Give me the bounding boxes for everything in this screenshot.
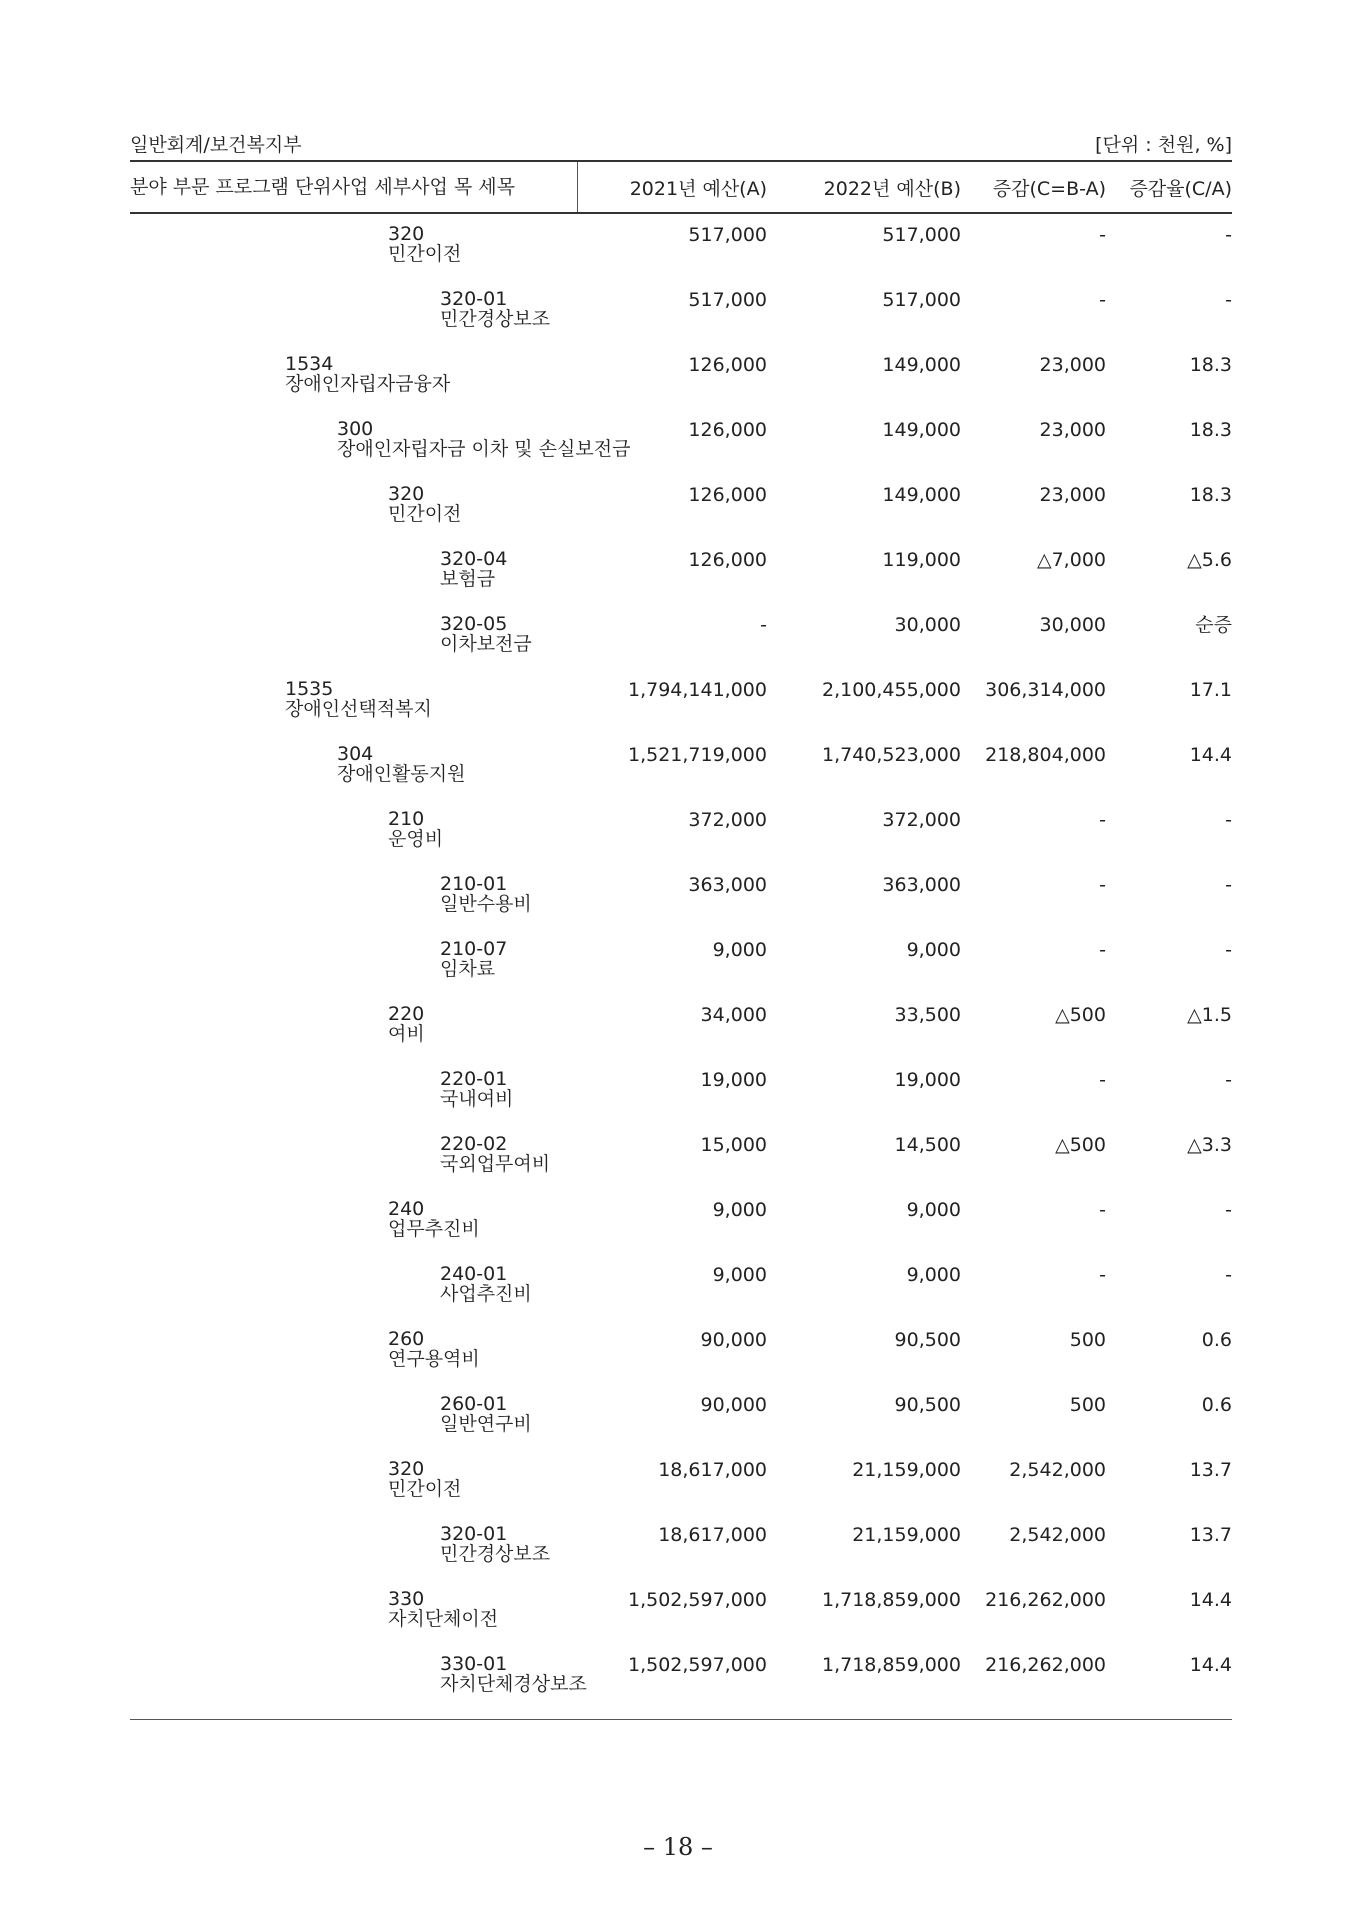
row-label — [440, 289, 550, 329]
row-values — [578, 419, 1232, 441]
table-body — [130, 214, 1232, 1715]
budget-2022-cell: 1,718,859,000 — [821, 1589, 961, 1611]
budget-2022-cell: 372,000 — [882, 809, 961, 831]
column-header-category: 분야 부문 프로그램 단위사업 세부사업 목 세목 — [130, 162, 578, 212]
budget-2022-cell: 14,500 — [894, 1134, 961, 1156]
change-cell: 500 — [1069, 1394, 1106, 1416]
item-name: 민간경상보조 — [440, 1543, 551, 1565]
row-label — [440, 549, 507, 589]
change-cell: 30,000 — [1039, 614, 1106, 636]
row-label — [440, 1524, 550, 1564]
budget-2021-cell: 90,000 — [700, 1394, 767, 1416]
rate-cell: - — [1225, 939, 1232, 961]
rate-cell: 14.4 — [1189, 744, 1232, 766]
change-cell: △500 — [1055, 1004, 1106, 1026]
budget-2021-cell: 9,000 — [712, 1264, 767, 1286]
row-values — [578, 1329, 1232, 1351]
change-cell: - — [1099, 1069, 1106, 1091]
change-cell: 23,000 — [1039, 484, 1106, 506]
row-values — [578, 1654, 1232, 1676]
change-cell: 216,262,000 — [985, 1589, 1106, 1611]
item-code: 320 — [388, 483, 425, 505]
change-cell: 23,000 — [1039, 419, 1106, 441]
item-name: 국외업무여비 — [440, 1153, 551, 1175]
table-row — [130, 1130, 1232, 1195]
budget-2021-cell: 9,000 — [712, 1199, 767, 1221]
row-values — [578, 1264, 1232, 1286]
budget-2021-cell: 126,000 — [688, 484, 767, 506]
table-row — [130, 1260, 1232, 1325]
change-cell: - — [1099, 874, 1106, 896]
row-values — [578, 1394, 1232, 1416]
item-name: 민간이전 — [388, 243, 462, 265]
change-cell: - — [1099, 939, 1106, 961]
item-code: 320-01 — [440, 288, 508, 310]
table-header — [130, 160, 1232, 214]
rate-cell: 17.1 — [1189, 679, 1232, 701]
item-code: 320 — [388, 1458, 425, 1480]
item-name: 여비 — [388, 1023, 425, 1045]
item-name: 연구용역비 — [388, 1348, 480, 1370]
table-row — [130, 1390, 1232, 1455]
rate-cell: - — [1225, 289, 1232, 311]
budget-2021-cell: 19,000 — [700, 1069, 767, 1091]
row-values — [578, 549, 1232, 571]
table-row — [130, 350, 1232, 415]
item-code: 210-07 — [440, 938, 508, 960]
rate-cell: 18.3 — [1189, 484, 1232, 506]
change-cell: 306,314,000 — [985, 679, 1106, 701]
row-values — [578, 1459, 1232, 1481]
row-values — [578, 874, 1232, 896]
row-values — [578, 809, 1232, 831]
row-label — [440, 1654, 587, 1694]
row-values — [578, 1199, 1232, 1221]
column-header-change: 증감(C=B-A) — [992, 177, 1106, 200]
change-cell: △500 — [1055, 1134, 1106, 1156]
row-label — [285, 679, 432, 719]
change-cell: 2,542,000 — [1009, 1524, 1106, 1546]
item-code: 220 — [388, 1003, 425, 1025]
row-label — [388, 1459, 461, 1499]
budget-2021-cell: 18,617,000 — [658, 1459, 767, 1481]
row-values — [578, 1589, 1232, 1611]
change-cell: △7,000 — [1036, 549, 1106, 571]
row-label — [440, 614, 532, 654]
account-title: 일반회계/보건복지부 — [130, 134, 302, 156]
item-code: 330 — [388, 1588, 425, 1610]
item-name: 장애인활동지원 — [337, 763, 466, 785]
item-code: 320-04 — [440, 548, 508, 570]
row-label — [440, 1069, 513, 1109]
budget-2022-cell: 9,000 — [906, 939, 961, 961]
change-cell: - — [1099, 809, 1106, 831]
row-values — [578, 679, 1232, 701]
item-code: 220-01 — [440, 1068, 508, 1090]
table-row — [130, 1585, 1232, 1650]
item-name: 장애인선택적복지 — [285, 698, 432, 720]
table-row — [130, 610, 1232, 675]
row-label — [388, 809, 443, 849]
budget-2022-cell: 2,100,455,000 — [821, 679, 961, 701]
item-name: 일반수용비 — [440, 893, 532, 915]
table-row — [130, 1065, 1232, 1130]
item-code: 330-01 — [440, 1653, 508, 1675]
item-name: 자치단체경상보조 — [440, 1673, 587, 1695]
budget-2022-cell: 149,000 — [882, 419, 961, 441]
item-code: 210-01 — [440, 873, 508, 895]
table-row — [130, 740, 1232, 805]
row-values — [578, 1069, 1232, 1091]
budget-2022-cell: 363,000 — [882, 874, 961, 896]
budget-2022-cell: 19,000 — [894, 1069, 961, 1091]
item-name: 자치단체이전 — [388, 1608, 499, 1630]
budget-2021-cell: 126,000 — [688, 354, 767, 376]
item-name: 장애인자립자금 이차 및 손실보전금 — [337, 438, 631, 460]
budget-2022-cell: 1,740,523,000 — [821, 744, 961, 766]
row-label — [440, 874, 532, 914]
budget-2022-cell: 21,159,000 — [852, 1459, 961, 1481]
row-label — [388, 1199, 480, 1239]
item-name: 장애인자립자금융자 — [285, 373, 451, 395]
change-cell: 218,804,000 — [985, 744, 1106, 766]
table-row — [130, 1520, 1232, 1585]
rate-cell: △1.5 — [1187, 1004, 1232, 1026]
budget-2022-cell: 21,159,000 — [852, 1524, 961, 1546]
rate-cell: 13.7 — [1189, 1524, 1232, 1546]
table-row — [130, 285, 1232, 350]
item-code: 210 — [388, 808, 425, 830]
budget-2022-cell: 517,000 — [882, 289, 961, 311]
budget-2022-cell: 9,000 — [906, 1264, 961, 1286]
row-values — [578, 614, 1232, 636]
item-code: 1535 — [285, 678, 334, 700]
budget-2021-cell: 9,000 — [712, 939, 767, 961]
item-name: 국내여비 — [440, 1088, 514, 1110]
budget-page — [130, 130, 1232, 1720]
change-cell: - — [1099, 224, 1106, 246]
table-row — [130, 480, 1232, 545]
rate-cell: - — [1225, 1069, 1232, 1091]
item-code: 300 — [337, 418, 374, 440]
budget-table — [130, 160, 1232, 1720]
table-row — [130, 1000, 1232, 1065]
table-row — [130, 870, 1232, 935]
budget-2022-cell: 90,500 — [894, 1329, 961, 1351]
row-values — [578, 289, 1232, 311]
budget-2022-cell: 517,000 — [882, 224, 961, 246]
rate-cell: 18.3 — [1189, 354, 1232, 376]
table-row — [130, 415, 1232, 480]
table-caption — [130, 130, 1232, 160]
budget-2021-cell: 90,000 — [700, 1329, 767, 1351]
item-code: 260-01 — [440, 1393, 508, 1415]
column-header-2021: 2021년 예산(A) — [629, 177, 767, 200]
change-cell: - — [1099, 1199, 1106, 1221]
change-cell: - — [1099, 1264, 1106, 1286]
column-header-2022: 2022년 예산(B) — [823, 177, 961, 200]
table-row — [130, 545, 1232, 610]
rate-cell: 14.4 — [1189, 1589, 1232, 1611]
budget-2022-cell: 90,500 — [894, 1394, 961, 1416]
row-label — [388, 1004, 425, 1044]
budget-2022-cell: 33,500 — [894, 1004, 961, 1026]
row-label — [440, 1134, 550, 1174]
rate-cell: 14.4 — [1189, 1654, 1232, 1676]
table-row — [130, 805, 1232, 870]
item-code: 240-01 — [440, 1263, 508, 1285]
budget-2021-cell: 15,000 — [700, 1134, 767, 1156]
item-name: 사업추진비 — [440, 1283, 532, 1305]
budget-2021-cell: 18,617,000 — [658, 1524, 767, 1546]
budget-2021-cell: 517,000 — [688, 289, 767, 311]
page-number: – 18 – — [643, 1833, 713, 1861]
table-row — [130, 1455, 1232, 1520]
item-name: 운영비 — [388, 828, 444, 850]
row-values — [578, 939, 1232, 961]
change-cell: 2,542,000 — [1009, 1459, 1106, 1481]
table-row — [130, 220, 1232, 285]
budget-2022-cell: 149,000 — [882, 354, 961, 376]
budget-2021-cell: 372,000 — [688, 809, 767, 831]
rate-cell: 순증 — [1195, 614, 1232, 636]
row-values — [578, 1524, 1232, 1546]
table-row — [130, 1650, 1232, 1715]
rate-cell: △5.6 — [1187, 549, 1232, 571]
budget-2021-cell: - — [760, 614, 767, 636]
item-code: 320-05 — [440, 613, 508, 635]
budget-2021-cell: 1,521,719,000 — [627, 744, 767, 766]
row-label — [440, 1394, 532, 1434]
budget-2021-cell: 126,000 — [688, 549, 767, 571]
item-name: 민간이전 — [388, 1478, 462, 1500]
budget-2021-cell: 363,000 — [688, 874, 767, 896]
change-cell: 216,262,000 — [985, 1654, 1106, 1676]
table-row — [130, 1195, 1232, 1260]
row-values — [578, 1134, 1232, 1156]
rate-cell: 13.7 — [1189, 1459, 1232, 1481]
item-name: 일반연구비 — [440, 1413, 532, 1435]
budget-2021-cell: 34,000 — [700, 1004, 767, 1026]
row-label — [388, 1329, 480, 1369]
rate-cell: 0.6 — [1201, 1394, 1232, 1416]
budget-2022-cell: 1,718,859,000 — [821, 1654, 961, 1676]
row-label — [388, 1589, 498, 1629]
budget-2021-cell: 517,000 — [688, 224, 767, 246]
item-name: 민간이전 — [388, 503, 462, 525]
row-label — [388, 484, 461, 524]
item-code: 260 — [388, 1328, 425, 1350]
row-label — [440, 939, 507, 979]
rate-cell: 18.3 — [1189, 419, 1232, 441]
table-row — [130, 1325, 1232, 1390]
rate-cell: - — [1225, 874, 1232, 896]
budget-2022-cell: 30,000 — [894, 614, 961, 636]
rate-cell: 0.6 — [1201, 1329, 1232, 1351]
change-cell: - — [1099, 289, 1106, 311]
budget-2021-cell: 1,502,597,000 — [627, 1654, 767, 1676]
row-label — [388, 224, 461, 264]
item-name: 민간경상보조 — [440, 308, 551, 330]
change-cell: 23,000 — [1039, 354, 1106, 376]
budget-2022-cell: 149,000 — [882, 484, 961, 506]
item-code: 220-02 — [440, 1133, 508, 1155]
row-values — [578, 224, 1232, 246]
budget-2021-cell: 1,502,597,000 — [627, 1589, 767, 1611]
budget-2022-cell: 9,000 — [906, 1199, 961, 1221]
budget-2022-cell: 119,000 — [882, 549, 961, 571]
row-values — [578, 744, 1232, 766]
table-bottom-rule — [130, 1719, 1232, 1720]
rate-cell: - — [1225, 1199, 1232, 1221]
item-code: 1534 — [285, 353, 334, 375]
rate-cell: - — [1225, 224, 1232, 246]
item-name: 업무추진비 — [388, 1218, 480, 1240]
change-cell: 500 — [1069, 1329, 1106, 1351]
row-label — [440, 1264, 532, 1304]
table-row — [130, 935, 1232, 1000]
rate-cell: - — [1225, 1264, 1232, 1286]
item-name: 임차료 — [440, 958, 496, 980]
budget-2021-cell: 126,000 — [688, 419, 767, 441]
rate-cell: △3.3 — [1187, 1134, 1232, 1156]
column-header-rate: 증감율(C/A) — [1129, 177, 1232, 200]
rate-cell: - — [1225, 809, 1232, 831]
budget-2021-cell: 1,794,141,000 — [627, 679, 767, 701]
table-row — [130, 675, 1232, 740]
row-values — [578, 484, 1232, 506]
item-code: 240 — [388, 1198, 425, 1220]
row-label — [337, 744, 465, 784]
item-code: 320-01 — [440, 1523, 508, 1545]
unit-label: [단위 : 천원, %] — [1095, 134, 1232, 156]
row-values — [578, 1004, 1232, 1026]
row-label — [285, 354, 450, 394]
item-name: 이차보전금 — [440, 633, 532, 655]
item-name: 보험금 — [440, 568, 496, 590]
item-code: 320 — [388, 223, 425, 245]
row-values — [578, 354, 1232, 376]
item-code: 304 — [337, 743, 374, 765]
